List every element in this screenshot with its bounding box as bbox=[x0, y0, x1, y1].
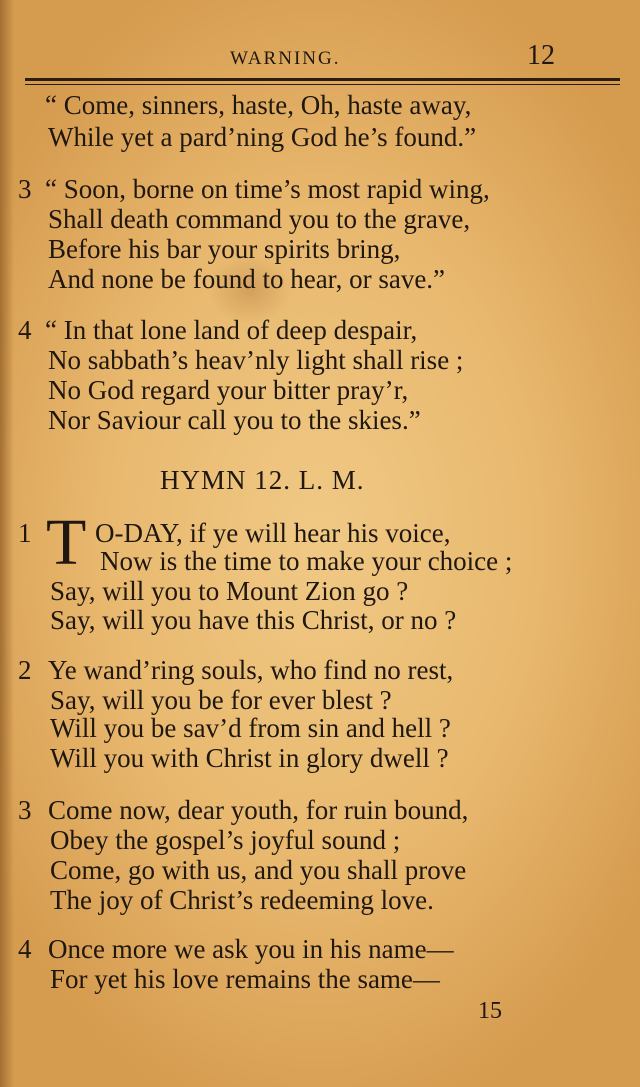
verse-line: For yet his love remains the same— bbox=[50, 964, 440, 994]
verse-line: “ In that lone land of deep despair, bbox=[45, 315, 418, 345]
verse-line: The joy of Christ’s redeeming love. bbox=[50, 885, 434, 915]
verse-line: Say, will you to Mount Zion go ? bbox=[50, 576, 409, 606]
verse-number: 4 bbox=[18, 934, 32, 964]
running-title: WARNING. bbox=[230, 48, 341, 69]
verse-line: No sabbath’s heav’nly light shall rise ; bbox=[48, 345, 464, 375]
page-edge-shadow bbox=[0, 0, 14, 1087]
hymn-title: HYMN 12. L. M. bbox=[160, 465, 365, 495]
verse-line: Will you with Christ in glory dwell ? bbox=[50, 743, 449, 773]
verse-number: 3 bbox=[18, 795, 32, 825]
verse-line: And none be found to hear, or save.” bbox=[48, 264, 446, 294]
verse-line: Say, will you be for ever blest ? bbox=[50, 685, 392, 715]
verse-line: Shall death command you to the grave, bbox=[48, 204, 471, 234]
verse-line: Now is the time to make your choice ; bbox=[100, 546, 513, 576]
page-header bbox=[0, 40, 640, 80]
verse-line: Once more we ask you in his name— bbox=[48, 934, 454, 964]
signature-mark: 15 bbox=[478, 998, 502, 1024]
verse-line: Will you be sav’d from sin and hell ? bbox=[50, 713, 451, 743]
page-number: 12 bbox=[527, 40, 555, 71]
drop-cap: T bbox=[46, 506, 87, 579]
verse-line: While yet a pard’ning God he’s found.” bbox=[48, 122, 477, 152]
verse-line: No God regard your bitter pray’r, bbox=[48, 375, 409, 405]
verse-line: Before his bar your spirits bring, bbox=[48, 234, 401, 264]
verse-line: “ Soon, borne on time’s most rapid wing, bbox=[45, 174, 490, 204]
stanza-number: 4 bbox=[18, 315, 32, 345]
verse-line: Come now, dear youth, for ruin bound, bbox=[48, 795, 469, 825]
verse-number: 1 bbox=[18, 518, 32, 548]
verse-line: Say, will you have this Christ, or no ? bbox=[50, 605, 457, 635]
header-rule-thick bbox=[25, 78, 620, 81]
verse-line: Come, go with us, and you shall prove bbox=[50, 855, 467, 885]
stanza-number: 3 bbox=[18, 174, 32, 204]
header-rule-thin bbox=[25, 84, 620, 85]
verse-line: O-DAY, if ye will hear his voice, bbox=[95, 518, 451, 548]
verse-line: Ye wand’ring souls, who find no rest, bbox=[48, 655, 454, 685]
verse-line: “ Come, sinners, haste, Oh, haste away, bbox=[45, 90, 472, 120]
verse-line: Nor Saviour call you to the skies.” bbox=[48, 405, 421, 435]
verse-line: Obey the gospel’s joyful sound ; bbox=[50, 825, 401, 855]
verse-number: 2 bbox=[18, 655, 32, 685]
